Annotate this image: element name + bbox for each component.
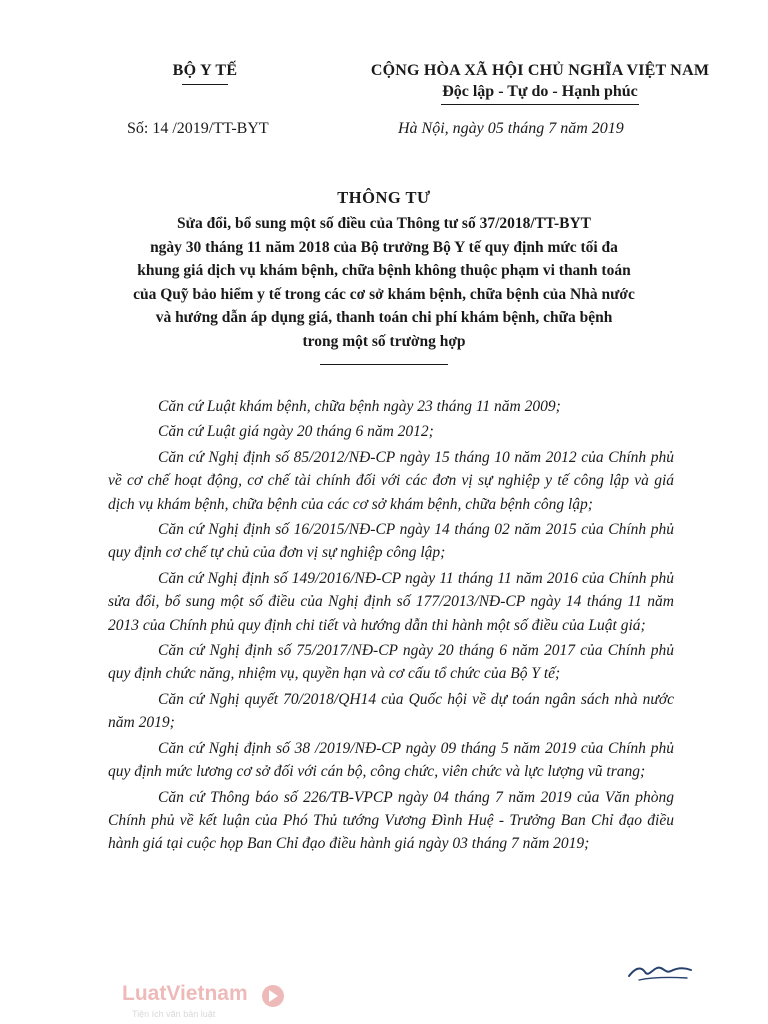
legal-basis-paragraph: Căn cứ Nghị định số 149/2016/NĐ-CP ngày 11 tháng 11 năm 2016 của Chính phủ sửa đổi, bổ sung một số điều của Nghị định số 177/2013/NĐ-CP ngày 14 tháng 11 năm 2013 của Chính phủ quy định chi tiết và hướng dẫn thi hành một số điều của Luật giá;	[108, 569, 674, 634]
agency-underline	[182, 84, 228, 85]
legal-basis-paragraph: Căn cứ Luật giá ngày 20 tháng 6 năm 2012;	[158, 423, 434, 441]
motto-underline	[441, 104, 639, 105]
subject-line: của Quỹ bảo hiểm y tế trong các cơ sở khám bệnh, chữa bệnh của Nhà nước	[133, 285, 635, 303]
national-title-block	[335, 62, 745, 105]
initial-signature-mark	[625, 958, 695, 984]
national-title: CỘNG HÒA XÃ HỘI CHỦ NGHĨA VIỆT NAM	[370, 62, 710, 79]
legal-basis-paragraph: Căn cứ Nghị định số 75/2017/NĐ-CP ngày 20 tháng 6 năm 2017 của Chính phủ quy định chức năng, nhiệm vụ, quyền hạn và cơ cấu tổ chức của Bộ Y tế;	[108, 642, 674, 683]
subject-line: ngày 30 tháng 11 năm 2018 của Bộ trưởng Bộ Y tế quy định mức tối đa	[150, 238, 618, 256]
watermark-logo-text: LuatVietnam	[122, 982, 248, 1005]
legal-basis-paragraph: Căn cứ Luật khám bệnh, chữa bệnh ngày 23 tháng 11 năm 2009;	[158, 398, 561, 415]
subject-line: và hướng dẫn áp dụng giá, thanh toán chi phí khám bệnh, chữa bệnh	[155, 309, 613, 327]
national-motto: Độc lập - Tự do - Hạnh phúc	[442, 83, 638, 100]
watermark-tagline: Tiện ích văn bản luật	[132, 1009, 216, 1019]
document-type: THÔNG TƯ	[337, 188, 431, 207]
document-number: Số: 14 /2019/TT-BYT	[127, 120, 269, 137]
title-underline	[320, 364, 448, 365]
legal-basis-preamble	[108, 395, 674, 858]
legal-basis-paragraph: Căn cứ Thông báo số 226/TB-VPCP ngày 04 tháng 7 năm 2019 của Văn phòng Chính phủ về kết luận của Phó Thủ tướng Vương Đình Huệ - Trưởng Ban Chỉ đạo điều hành giá tại cuộc họp Ban Chỉ đạo điều hành giá ngày 03 tháng 7 năm 2019;	[108, 788, 674, 853]
issuing-agency: BỘ Y TẾ	[172, 62, 238, 79]
document-title-block	[100, 188, 668, 365]
luatvietnam-watermark	[122, 982, 292, 1022]
subject-line: trong một số trường hợp	[302, 332, 466, 350]
legal-basis-paragraph: Căn cứ Nghị định số 38 /2019/NĐ-CP ngày 09 tháng 5 năm 2019 của Chính phủ quy định mức lương cơ sở đối với cán bộ, công chức, viên chức và lực lượng vũ trang;	[108, 739, 674, 781]
legal-basis-paragraph: Căn cứ Nghị định số 85/2012/NĐ-CP ngày 15 tháng 10 năm 2012 của Chính phủ về cơ chế hoạt động, cơ chế tài chính đối với các đơn vị sự nghiệp y tế công lập và giá dịch vụ khám bệnh, chữa bệnh của các cơ sở khám bệnh, chữa bệnh công lập;	[108, 448, 674, 513]
place-and-date: Hà Nội, ngày 05 tháng 7 năm 2019	[398, 120, 624, 137]
legal-basis-paragraph: Căn cứ Nghị định số 16/2015/NĐ-CP ngày 14 tháng 02 năm 2015 của Chính phủ quy định cơ chế tự chủ của đơn vị sự nghiệp công lập;	[108, 521, 674, 562]
subject-line: khung giá dịch vụ khám bệnh, chữa bệnh không thuộc phạm vi thanh toán	[137, 262, 631, 280]
issuing-agency-block	[130, 62, 280, 85]
subject-line: Sửa đổi, bổ sung một số điều của Thông tư số 37/2018/TT-BYT	[177, 215, 591, 232]
arrow-right-icon	[262, 985, 284, 1007]
legal-basis-paragraph: Căn cứ Nghị quyết 70/2018/QH14 của Quốc hội về dự toán ngân sách nhà nước năm 2019;	[108, 690, 674, 732]
